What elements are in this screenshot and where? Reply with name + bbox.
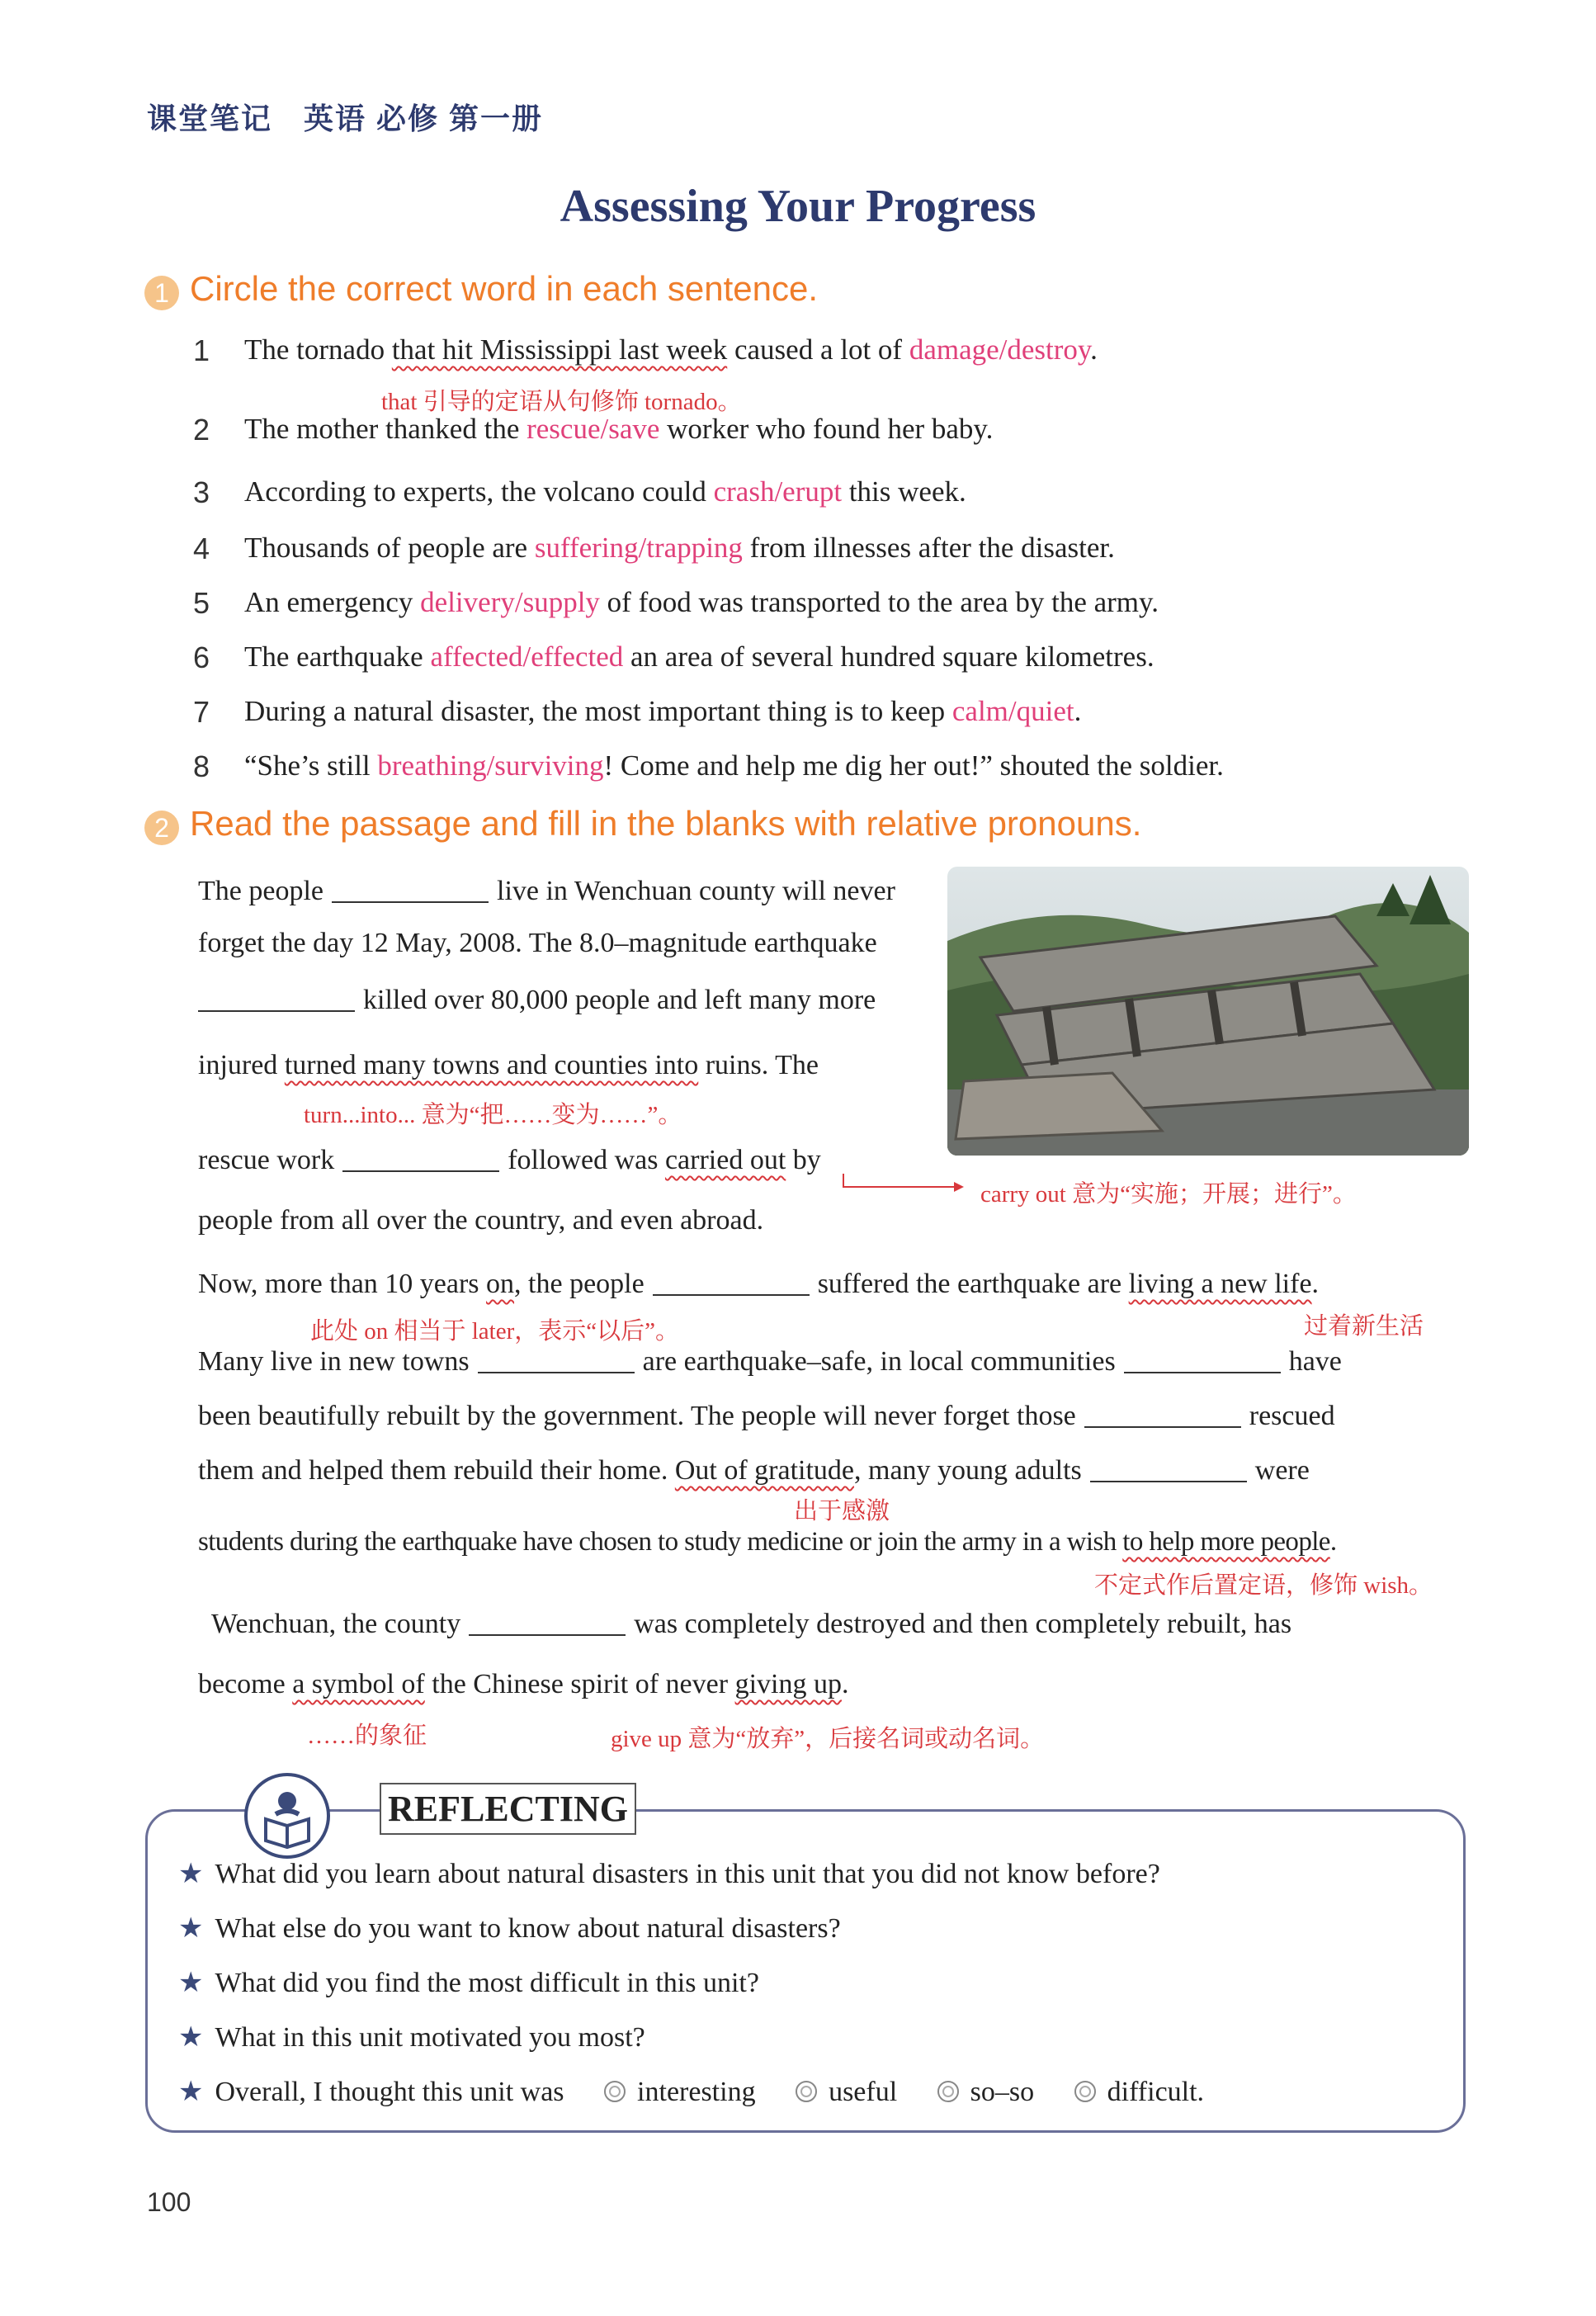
word-choice[interactable]: delivery/supply (420, 586, 600, 618)
note-out-of-gratitude: 出于感激 (794, 1498, 890, 1524)
blank-1[interactable] (332, 873, 489, 903)
item-number: 6 (193, 640, 210, 674)
note-that-clause: that 引导的定语从句修饰 tornado。 (381, 389, 742, 415)
word-choice[interactable]: rescue/save (526, 413, 660, 445)
passage-line: people from all over the country, and even abroad. (198, 1205, 764, 1236)
note-arrow (842, 1174, 964, 1192)
sentence-6: The earthquake affected/effected an area of several hundred square kilometres. (244, 640, 1155, 673)
passage-line: been beautifully rebuilt by the government. The people will never forget those rescued (198, 1398, 1335, 1432)
note-turn-into: turn...into... 意为“把……变为……”。 (304, 1102, 682, 1128)
passage-line: them and helped them rebuild their home. Out of gratitude, many young adults were (198, 1453, 1310, 1486)
section-1-title: Circle the correct word in each sentence. (190, 269, 819, 308)
note-living-new-life: 过着新生活 (1304, 1313, 1424, 1340)
arrow-icon (842, 1174, 964, 1192)
radio-icon[interactable] (604, 2081, 626, 2102)
passage-line: Now, more than 10 years on, the people suffered the earthquake are living a new life. (198, 1266, 1319, 1300)
note-infinitive: 不定式作后置定语，修饰 wish。 (1094, 1572, 1433, 1599)
reader-icon (248, 1776, 327, 1855)
option-difficult[interactable]: difficult. (1107, 2077, 1205, 2107)
item-number: 5 (193, 586, 210, 620)
note-on-later: 此处 on 相当于 later，表示“以后”。 (310, 1318, 680, 1345)
reflect-question: ★ What else do you want to know about natural disasters? (178, 1913, 841, 1944)
sentence-4: Thousands of people are suffering/trapping from illnesses after the disaster. (244, 532, 1115, 564)
blank-3[interactable] (342, 1142, 499, 1172)
star-icon: ★ (178, 1913, 204, 1944)
note-symbol-of: ……的象征 (307, 1723, 427, 1749)
passage-line: rescue work followed was carried out by (198, 1142, 821, 1176)
page-header: 课堂笔记 英语 必修 第一册 (147, 102, 544, 135)
passage-line: killed over 80,000 people and left many more (198, 982, 876, 1016)
radio-icon[interactable] (1074, 2081, 1096, 2102)
star-icon: ★ (178, 1968, 204, 1998)
section-2-badge: 2 (144, 811, 179, 845)
passage-line: forget the day 12 May, 2008. The 8.0–magnitude earthquake (198, 928, 877, 958)
passage-line: students during the earthquake have chosen to study medicine or join the army in a wish to help more people. (198, 1527, 1337, 1557)
section-1-badge: 1 (144, 276, 179, 310)
radio-icon[interactable] (796, 2081, 817, 2102)
item-number: 8 (193, 749, 210, 783)
sentence-5: An emergency delivery/supply of food was transported to the area by the army. (244, 586, 1159, 618)
note-give-up: give up 意为“放弃”，后接名词或动名词。 (611, 1726, 1045, 1752)
word-choice[interactable]: damage/destroy (909, 333, 1091, 366)
reflect-question: ★ What did you learn about natural disasters in this unit that you did not know before? (178, 1859, 1160, 1889)
reflect-question: ★ What did you find the most difficult in this unit? (178, 1968, 759, 1998)
passage-line: become a symbol of the Chinese spirit of never giving up. (198, 1669, 849, 1699)
star-icon: ★ (178, 1859, 204, 1889)
passage-line: injured turned many towns and counties into ruins. The (198, 1050, 819, 1080)
option-useful[interactable]: useful (829, 2077, 898, 2107)
reflecting-title: REFLECTING (380, 1783, 636, 1835)
passage-line: Wenchuan, the county was completely destroyed and then completely rebuilt, has (211, 1606, 1291, 1640)
star-icon: ★ (178, 2022, 204, 2053)
section-2-title: Read the passage and fill in the blanks with relative pronouns. (190, 804, 1142, 843)
page-number: 100 (147, 2187, 191, 2217)
item-number: 1 (193, 333, 210, 367)
option-interesting[interactable]: interesting (637, 2077, 756, 2107)
word-choice[interactable]: calm/quiet (951, 695, 1074, 727)
passage-line: The people live in Wenchuan county will never (198, 873, 895, 907)
blank-7[interactable] (1084, 1398, 1241, 1428)
reflecting-icon (244, 1773, 330, 1859)
reflect-rating: ★ Overall, I thought this unit was interesting useful so–so difficult. (178, 2077, 1205, 2107)
word-choice[interactable]: suffering/trapping (534, 532, 743, 564)
option-so-so[interactable]: so–so (970, 2077, 1035, 2107)
sentence-7: During a natural disaster, the most important thing is to keep calm/quiet. (244, 695, 1082, 727)
radio-icon[interactable] (937, 2081, 959, 2102)
passage-line: Many live in new towns are earthquake–safe, in local communities have (198, 1344, 1342, 1378)
star-icon: ★ (178, 2077, 204, 2107)
photo-illustration (947, 867, 1469, 1156)
page-title: Assessing Your Progress (560, 181, 1036, 232)
reflect-question: ★ What in this unit motivated you most? (178, 2022, 645, 2053)
sentence-2: The mother thanked the rescue/save worker who found her baby. (244, 413, 994, 445)
blank-9[interactable] (469, 1606, 626, 1636)
item-number: 7 (193, 695, 210, 729)
note-carry-out: carry out 意为“实施；开展；进行”。 (980, 1181, 1357, 1208)
blank-4[interactable] (653, 1266, 810, 1296)
blank-5[interactable] (478, 1344, 635, 1373)
sentence-8: “She’s still breathing/surviving! Come and help me dig her out!” shouted the soldier. (244, 749, 1224, 782)
blank-6[interactable] (1124, 1344, 1281, 1373)
collapsed-building-photo (947, 867, 1469, 1156)
blank-8[interactable] (1090, 1453, 1247, 1482)
blank-2[interactable] (198, 982, 355, 1012)
item-number: 2 (193, 413, 210, 447)
word-choice[interactable]: breathing/surviving (377, 749, 604, 782)
sentence-1: The tornado that hit Mississippi last week caused a lot of damage/destroy. (244, 333, 1098, 366)
word-choice[interactable]: crash/erupt (713, 475, 843, 508)
item-number: 4 (193, 532, 210, 565)
word-choice[interactable]: affected/effected (430, 640, 624, 673)
sentence-3: According to experts, the volcano could crash/erupt this week. (244, 475, 966, 508)
item-number: 3 (193, 475, 210, 509)
